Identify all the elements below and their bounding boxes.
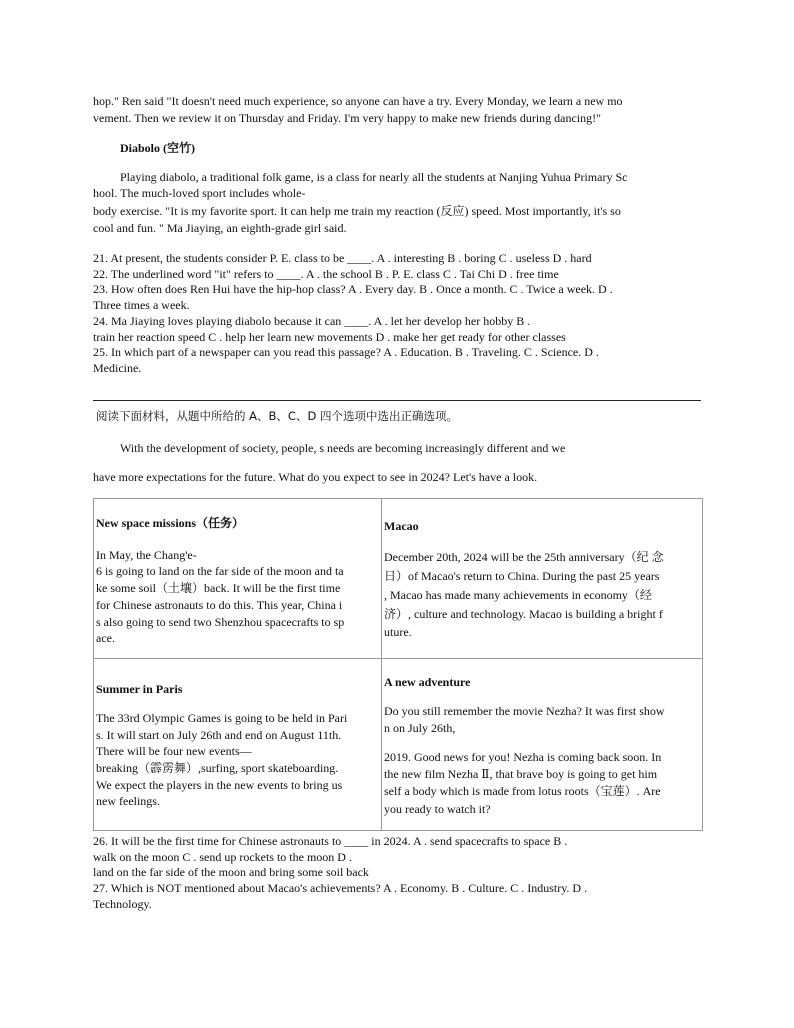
table-divider [381,499,382,830]
section-divider [93,400,701,401]
cell-line: self a body which is made from lotus roots（宝莲）. Are [384,784,661,798]
cell-line: new feelings. [96,794,160,808]
cell-title: A new adventure [384,675,471,689]
question-line: 22. The underlined word "it" refers to ____. A . the school B . P. E. class C . Tai Chi D . free time [93,267,559,281]
cell-line: s. It will start on July 26th and end on August 11th. [96,728,342,742]
cell-line: you ready to watch it? [384,802,491,816]
cell-line: December 20th, 2024 will be the 25th anniversary（纪 念 [384,550,664,564]
section-instruction: 阅读下面材料，从题中所给的 A、B、C、D 四个选项中选出正确选项。 [96,409,458,423]
question-line: land on the far side of the moon and bring some soil back [93,865,369,879]
cell-line: uture. [384,625,412,639]
question-line: Three times a week. [93,298,190,312]
cell-line: Do you still remember the movie Nezha? It was first show [384,704,665,718]
diabolo-heading: Diabolo (空竹) [120,141,196,155]
question-line: 24. Ma Jiaying loves playing diabolo because it can ____. A . let her develop her hobby B . [93,314,531,328]
intro-line: With the development of society, people, s needs are becoming increasingly different and we [120,441,566,455]
passage-line: vement. Then we review it on Thursday and Friday. I'm very happy to make new friends during dancing!" [93,111,602,125]
info-table [93,498,703,831]
cell-line: breaking（霹雳舞）,surfing, sport skateboarding. [96,761,339,775]
passage-line: cool and fun. " Ma Jiaying, an eighth-grade girl said. [93,221,347,235]
question-line: 26. It will be the first time for Chinese astronauts to ____ in 2024. A . send spacecrafts to space B . [93,834,568,848]
passage-line: hop." Ren said "It doesn't need much experience, so anyone can have a try. Every Monday, we learn a new mo [93,94,623,108]
cell-line: In May, the Chang'e- [96,548,197,562]
passage-line: body exercise. "It is my favorite sport. It can help me train my reaction (反应) speed. Most importantly, it's so [93,204,621,218]
cell-line: We expect the players in the new events to bring us [96,778,343,792]
question-line: train her reaction speed C . help her learn new movements D . make her get ready for other classes [93,330,566,344]
cell-line: 6 is going to land on the far side of the moon and ta [96,564,344,578]
cell-line: for Chinese astronauts to do this. This year, China i [96,598,343,612]
intro-line: have more expectations for the future. What do you expect to see in 2024? Let's have a look. [93,470,538,484]
cell-title: Summer in Paris [96,682,183,696]
cell-line: There will be four new events— [96,744,252,758]
cell-line: 日）of Macao's return to China. During the past 25 years [384,569,660,583]
question-line: walk on the moon C . send up rockets to the moon D . [93,850,352,864]
question-line: 27. Which is NOT mentioned about Macao's achievements? A . Economy. B . Culture. C . Industry. D . [93,881,588,895]
question-line: Medicine. [93,361,142,375]
cell-line: n on July 26th, [384,721,456,735]
cell-line: the new film Nezha Ⅱ, that brave boy is going to get him [384,767,658,781]
cell-title: New space missions（任务） [96,516,245,530]
question-line: 23. How often does Ren Hui have the hip-hop class? A . Every day. B . Once a month. C . Twice a week. D . [93,282,613,296]
cell-line: 济）, culture and technology. Macao is building a bright f [384,607,663,621]
passage-line: hool. The much-loved sport includes whole- [93,186,306,200]
passage-line: Playing diabolo, a traditional folk game, is a class for nearly all the students at Nanjing Yuhua Primary Sc [120,170,628,184]
cell-line: ke some soil（土壤）back. It will be the first time [96,581,341,595]
question-line: 21. At present, the students consider P. E. class to be ____. A . interesting B . boring C . useless D . hard [93,251,592,265]
question-line: Technology. [93,897,152,911]
table-divider [94,658,702,659]
cell-line: ace. [96,631,115,645]
question-line: 25. In which part of a newspaper can you read this passage? A . Education. B . Traveling. C . Science. D . [93,345,599,359]
cell-line: s also going to send two Shenzhou spacecrafts to sp [96,615,345,629]
cell-line: 2019. Good news for you! Nezha is coming back soon. In [384,750,662,764]
cell-title: Macao [384,519,419,533]
cell-line: The 33rd Olympic Games is going to be held in Pari [96,711,348,725]
cell-line: , Macao has made many achievements in economy（经 [384,588,652,602]
